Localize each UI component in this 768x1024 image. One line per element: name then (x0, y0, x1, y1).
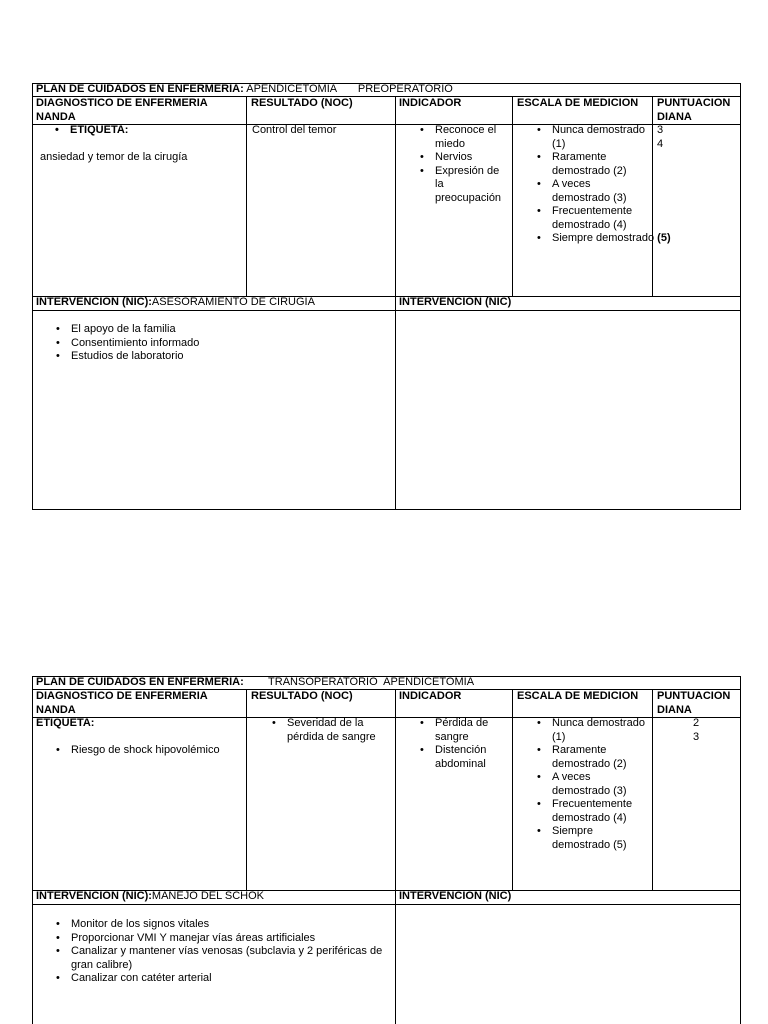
scale-item: • Frecuentemente demostrado (4) (534, 798, 646, 825)
noc-list (269, 717, 389, 744)
score-value: 2 (692, 717, 700, 729)
nic-activity: • Estudios de laboratorio (53, 350, 383, 364)
nic-left-header: INTERVENCION (NIC):MANEJO DEL SCHOK (36, 890, 264, 902)
header-diagnosis: DIAGNOSTICO DE ENFERMERIA NANDA (36, 690, 208, 716)
plan-title-procedure: TRANSOPERATORIO APENDICETOMIA (243, 676, 475, 688)
nic-intervention-name: ASESORAMIENTO DE CIRUGIA (151, 296, 315, 308)
etiqueta-label: • ETIQUETA: (52, 124, 242, 138)
nic-left-header: INTERVENCION (NIC):ASESORAMIENTO DE CIRUGIA (36, 296, 315, 308)
indicator-item: • Nervios (417, 151, 509, 165)
diagnosis-text: ansiedad y temor de la cirugía (40, 151, 188, 163)
header-target-score: PUNTUACION DIANA (657, 690, 731, 716)
indicator-item: • Pérdida de sangre (417, 717, 509, 744)
scale-item: • Siempre demostrado (5) (534, 232, 646, 246)
indicator-item: • Expresión de la preocupación (417, 165, 509, 206)
noc-outcome: Control del temor (252, 124, 337, 136)
header-indicator: INDICADOR (399, 97, 462, 109)
nic-right-header: INTERVENCION (NIC) (399, 890, 512, 902)
score-list (653, 717, 739, 744)
scale-item: • Nunca demostrado (1) (534, 124, 646, 151)
nic-activity: • Consentimiento informado (53, 337, 383, 351)
indicator-list (417, 717, 509, 771)
plan-title (36, 676, 474, 690)
scale-item: • A veces demostrado (3) (534, 771, 646, 798)
nic-right-header: INTERVENCION (NIC) (399, 296, 512, 308)
indicator-list (417, 124, 509, 205)
header-indicator: INDICADOR (399, 690, 462, 702)
etiqueta-list (52, 124, 242, 138)
header-scale: ESCALA DE MEDICION (517, 97, 639, 109)
nic-activity: • Monitor de los signos vitales (53, 918, 389, 932)
indicator-item: • Distención abdominal (417, 744, 509, 771)
score-list (657, 124, 663, 151)
score-value: 4 (657, 137, 664, 150)
header-scale: ESCALA DE MEDICION (517, 690, 639, 702)
etiqueta-label: ETIQUETA: (36, 717, 95, 729)
header-target-score: PUNTUACION DIANA (657, 97, 731, 123)
nic-activity-list (53, 323, 383, 364)
diagnosis-text: • Riesgo de shock hipovolémico (53, 744, 243, 758)
plan-title-label: PLAN DE CUIDADOS EN ENFERMERIA: (36, 83, 244, 95)
plan-title-label: PLAN DE CUIDADOS EN ENFERMERIA: (36, 676, 244, 688)
noc-outcome: • Severidad de la pérdida de sangre (269, 717, 389, 744)
header-noc: RESULTADO (NOC) (251, 690, 353, 702)
scale-item: • A veces demostrado (3) (534, 178, 646, 205)
scale-item: • Frecuentemente demostrado (4) (534, 205, 646, 232)
scale-item: • Raramente demostrado (2) (534, 151, 646, 178)
nic-activity: • Canalizar con catéter arterial (53, 972, 389, 986)
nic-intervention-name: MANEJO DEL SCHOK (151, 890, 264, 902)
nic-activity: • Proporcionar VMI Y manejar vías áreas artificiales (53, 932, 389, 946)
indicator-item: • Reconoce el miedo (417, 124, 509, 151)
scale-list (534, 124, 671, 246)
nic-activity: • El apoyo de la familia (53, 323, 383, 337)
scale-item: • Nunca demostrado (1) (534, 717, 646, 744)
score-value: 3 (692, 730, 700, 743)
nic-activity: • Canalizar y mantener vías venosas (subclavia y 2 periféricas de gran calibre) (53, 945, 389, 972)
scale-item: • Siempre demostrado (5) (534, 825, 646, 852)
plan-title-procedure: APENDICETOMIA PREOPERATORIO (243, 83, 453, 95)
plan-title (36, 83, 453, 97)
scale-item: • Raramente demostrado (2) (534, 744, 646, 771)
diagnosis-list (53, 744, 243, 758)
nic-activity-list (53, 918, 389, 986)
header-noc: RESULTADO (NOC) (251, 97, 353, 109)
score-value: 3 (657, 124, 664, 136)
header-diagnosis: DIAGNOSTICO DE ENFERMERIA NANDA (36, 97, 208, 123)
scale-list (534, 717, 646, 852)
